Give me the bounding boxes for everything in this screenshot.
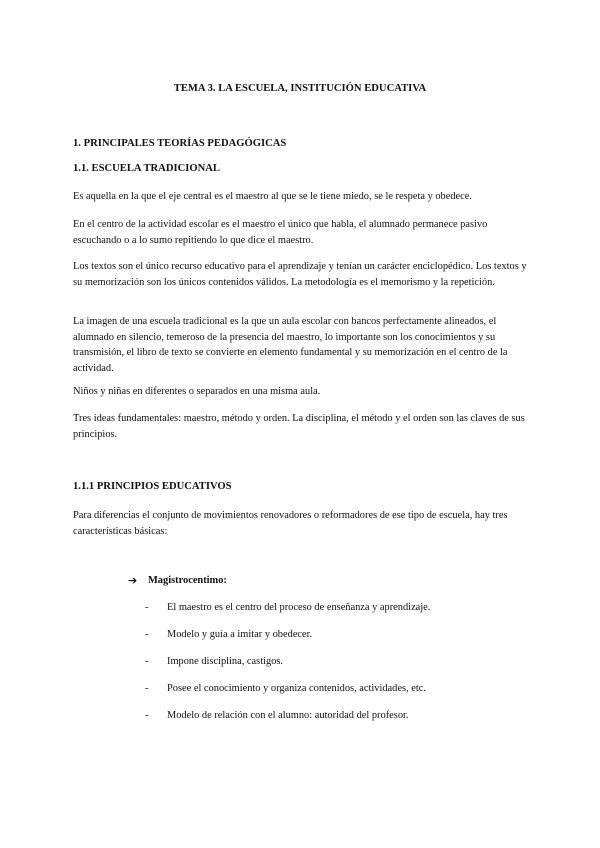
list-item	[145, 602, 430, 629]
list-item	[145, 683, 430, 710]
list-item-text: Impone disciplina, castigos.	[167, 656, 284, 667]
paragraph: En el centro de la actividad escolar es el maestro el único que habla, el alumnado permanece pasivo escuchando o a lo sumo repitiendo lo que dice el maestro.	[73, 219, 488, 246]
list-item-text: Modelo de relación con el alumno: autoridad del profesor.	[167, 710, 409, 721]
document-title: TEMA 3. LA ESCUELA, INSTITUCIÓN EDUCATIVA	[173, 83, 427, 94]
dash-bullet: -	[145, 602, 149, 613]
paragraph: Es aquella en la que el eje central es el maestro al que se le tiene miedo, se le respeta y obedece.	[73, 191, 472, 202]
paragraph: Tres ideas fundamentales: maestro, método y orden. La disciplina, el método y el orden son las claves de sus principios.	[73, 413, 525, 440]
dash-list	[145, 602, 430, 737]
list-item-text: Modelo y guía a imitar y obedecer.	[167, 629, 313, 640]
paragraph: Los textos son el único recurso educativo para el aprendizaje y tenían un carácter enciclopédico. Los textos y su memorización son los únicos contenidos válidos. La metodología es el memorismo y la repetición.	[73, 261, 527, 288]
list-item	[145, 710, 430, 737]
list-item-text: Posee el conocimiento y organiza contenidos, actividades, etc.	[167, 683, 426, 694]
list-item-text: El maestro es el centro del proceso de enseñanza y aprendizaje.	[167, 602, 431, 613]
list-item	[145, 656, 430, 683]
arrow-right-icon: ➔	[128, 574, 138, 587]
arrow-list-item	[128, 574, 227, 587]
section-heading-1-1-1: 1.1.1 PRINCIPIOS EDUCATIVOS	[73, 481, 232, 492]
paragraph: Niños y niñas en diferentes o separados en una misma aula.	[73, 386, 321, 397]
section-heading-1-1: 1.1. ESCUELA TRADICIONAL	[73, 163, 220, 174]
dash-bullet: -	[145, 710, 149, 721]
list-item	[145, 629, 430, 656]
dash-bullet: -	[145, 629, 149, 640]
dash-bullet: -	[145, 656, 149, 667]
arrow-list-item-label: Magistrocentimo:	[148, 575, 227, 586]
section-heading-1: 1. PRINCIPALES TEORÍAS PEDAGÓGICAS	[73, 138, 287, 149]
paragraph: La imagen de una escuela tradicional es la que un aula escolar con bancos perfectamente alineados, el alumnado en silencio, temeroso de la presencia del maestro, lo importante son los conocimientos y su transmisión, el libro de texto se convierte en elemento fundamental y su memorización en el centro de la actividad.	[73, 316, 508, 374]
section-intro-paragraph: Para diferencias el conjunto de movimientos renovadores o reformadores de ese tipo de escuela, hay tres características básicas:	[73, 510, 508, 537]
dash-bullet: -	[145, 683, 149, 694]
